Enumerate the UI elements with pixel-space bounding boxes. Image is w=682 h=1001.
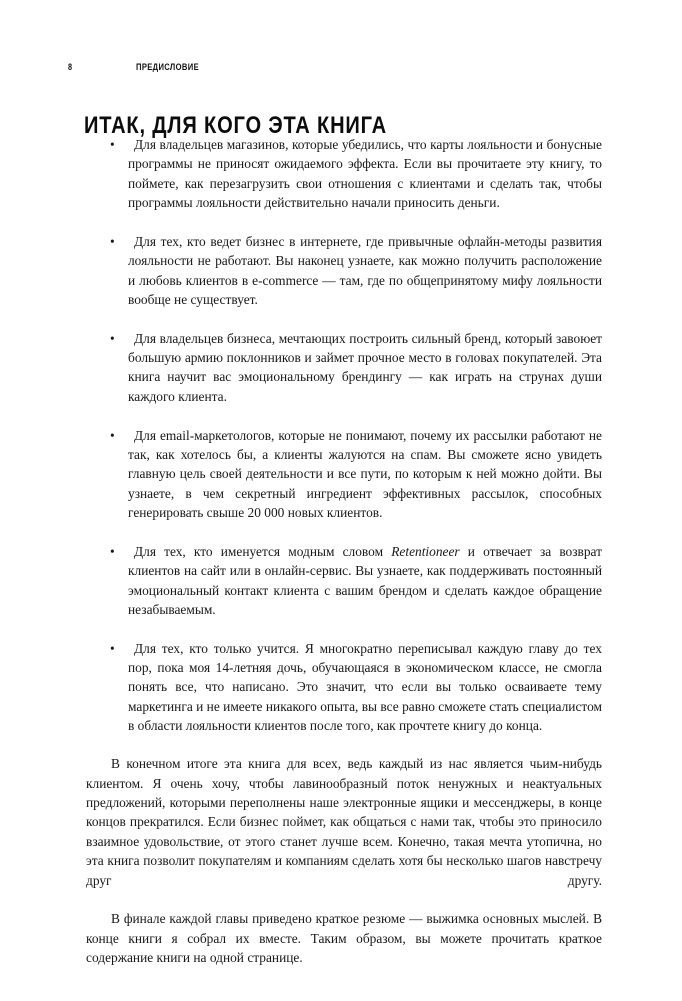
- list-item-text-after-term: и отвечает за возврат клиентов на сайт или в онлайн-сервис. Вы узнаете, как поддерживать постоянный эмоциональный контакт клиента с вашим брендом и сделать каждое обращение незабываемым.: [128, 543, 603, 617]
- list-item-text: Для тех, кто ведет бизнес в интернете, где привычные офлайн-методы развития лояльности не работают. Вы наконец узнаете, как можно получить расположение и любовь клиентов в e-commerce — там, где по общепринятому мифу лояльности вообще не существует.: [128, 233, 602, 307]
- closing-paragraph-chapter-summaries: В финале каждой главы приведено краткое резюме — выжимка основных мыслей. В конце книги я собрал их вместе. Таким образом, вы можете прочитать краткое содержание книги на одной странице.: [86, 911, 602, 965]
- list-item-text: Для владельцев бизнеса, мечтающих построить сильный бренд, который завоюет большую армию поклонников и займет прочное место в головах покупателей. Эта книга научит вас эмоциональному брендингу — как играть на струнах души каждого клиента.: [128, 330, 602, 404]
- list-item-shop-owners: [86, 135, 602, 212]
- closing-paragraph-book-for-everyone: В конечном итоге эта книга для всех, ведь каждый из нас является чьим-нибудь клиентом. Я очень хочу, чтобы лавинообразный поток ненужных и неактуальных предложений, которыми переполнены наше электронные ящики и мессенджеры, в конце концов прекратился. Если бизнес поймет, как общаться с нами так, чтобы это приносило взаимное удовольствие, от этого станет лучше всем. Конечно, такая мечта утопична, но эта книга позволит покупателям и компаниям сделать хотя бы несколько шагов навстречу друг другу.: [86, 756, 602, 888]
- page-title: ИТАК, ДЛЯ КОГО ЭТА КНИГА: [84, 112, 387, 140]
- list-item-text: Для email-маркетологов, которые не понимают, почему их рассылки работают не так, как хотелось бы, а клиенты жалуются на спам. Вы сможете ясно увидеть главную цель своей деятельности и все пути, по которым к ней можно дойти. Вы узнаете, в чем секретный ингредиент эффективных рассылок, способных генерировать свыше 20 000 новых клиентов.: [128, 427, 602, 520]
- bullet-icon: •: [110, 233, 115, 249]
- list-item-text: Для владельцев магазинов, которые убедились, что карты лояльности и бонусные программы не приносят ожидаемого эффекта. Если вы прочитаете эту книгу, то поймете, как перезагрузить свои отношения с клиентами и сделать так, чтобы программы лояльности действительно начали приносить деньги.: [128, 137, 602, 211]
- running-title: ПРЕДИСЛОВИЕ: [136, 61, 200, 73]
- bullet-icon: •: [110, 137, 115, 152]
- audience-bullet-list: [86, 135, 602, 735]
- body-text-column: [86, 135, 602, 967]
- bullet-icon: •: [110, 427, 115, 443]
- list-item-retentioneer: [86, 542, 602, 619]
- list-item-text-before-term: Для тех, кто именуется модным словом: [134, 543, 392, 559]
- list-item-brand-builders: [86, 329, 602, 406]
- list-item-text: [128, 542, 602, 619]
- page-number: 8: [68, 62, 73, 72]
- bullet-icon: •: [110, 543, 115, 559]
- list-item-text: Для тех, кто только учится. Я многократно переписывал каждую главу до тех пор, пока моя 14-летняя дочь, обучающаяся в экономическом классе, не смогла понять все, что написано. Это значит, что если вы только осваиваете тему маркетинга и не имеете никакого опыта, вы все равно сможете стать специалистом в области лояльности клиентов после того, как прочтете книгу до конца.: [128, 640, 602, 734]
- emphasized-term: Retentioneer: [391, 543, 460, 559]
- bullet-icon: •: [110, 640, 115, 656]
- list-item-learners: [86, 639, 602, 736]
- closing-section: [86, 754, 602, 967]
- bullet-icon: •: [110, 330, 115, 346]
- running-head: [68, 59, 614, 75]
- list-item-online-business: [86, 232, 602, 309]
- list-item-email-marketers: [86, 426, 602, 523]
